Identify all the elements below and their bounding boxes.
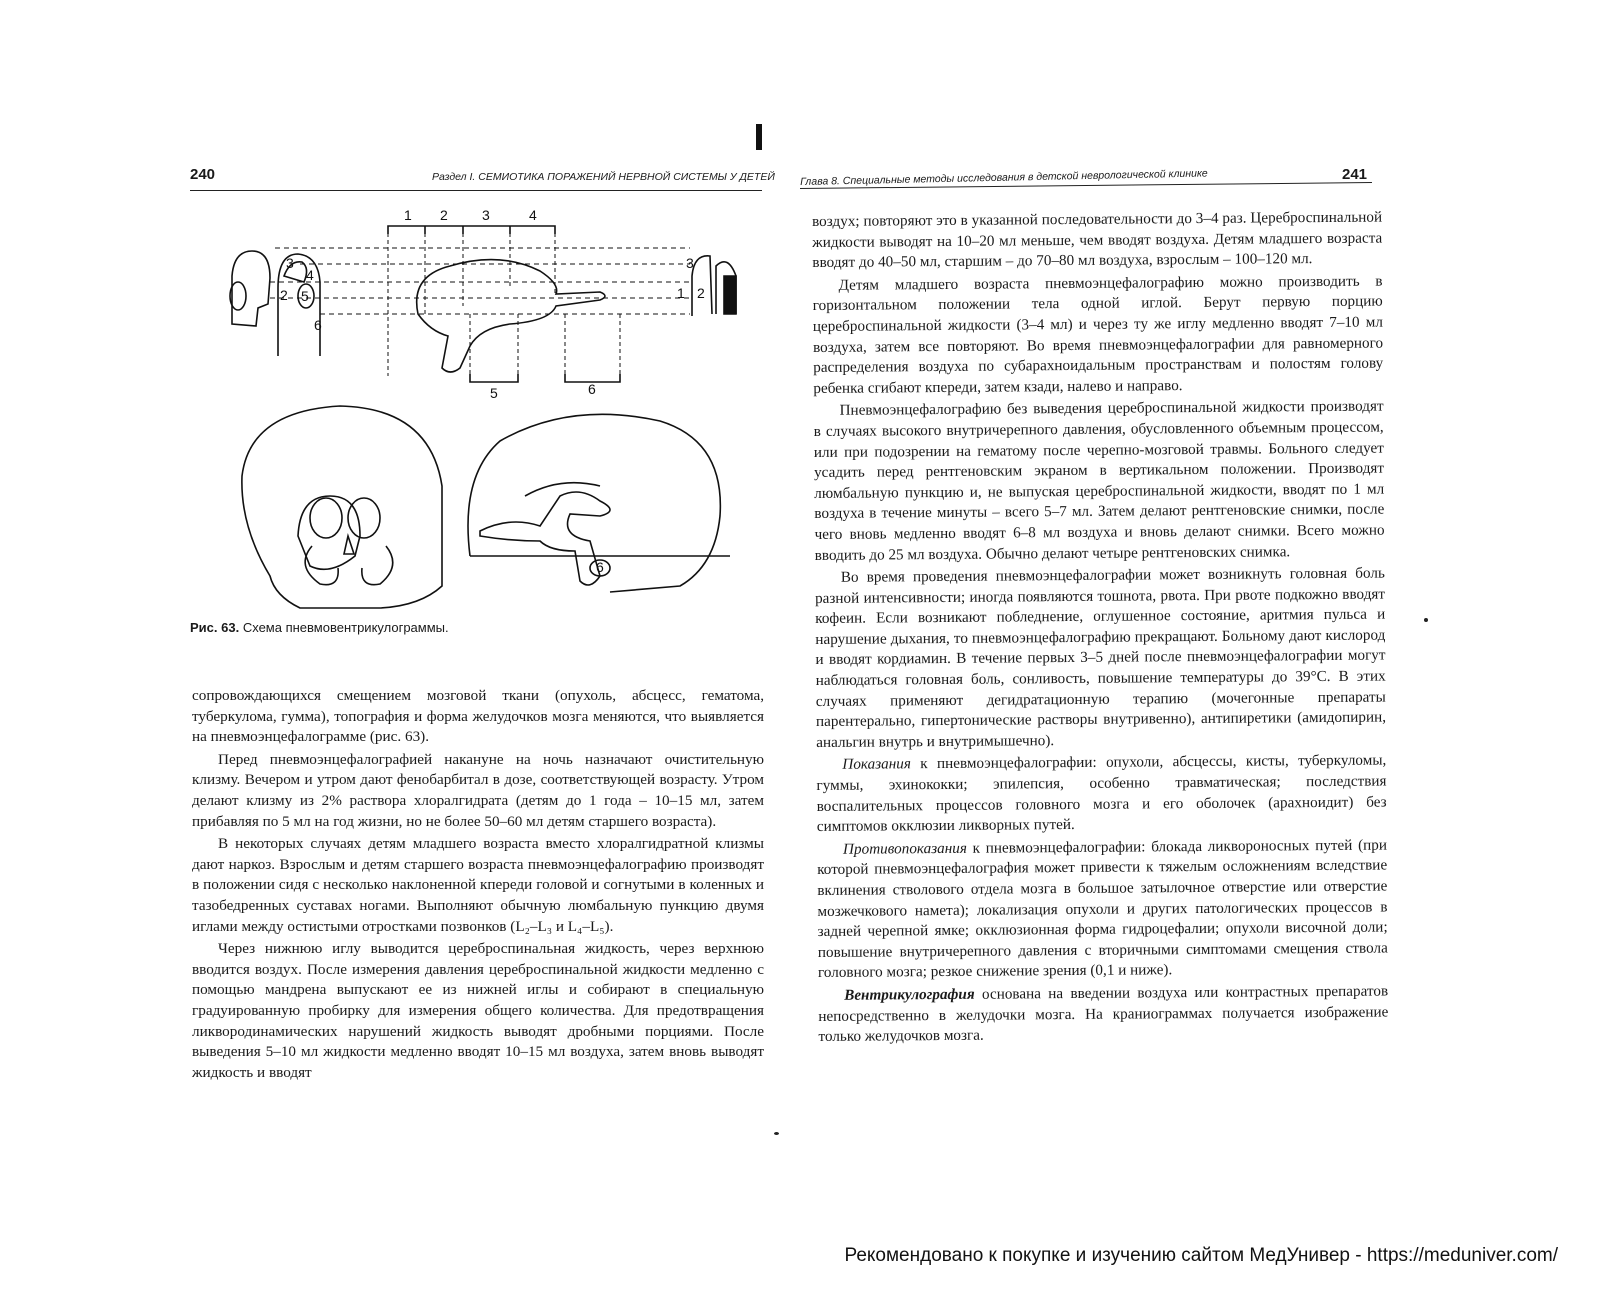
figure-label-top-2: 2 [440,207,448,223]
figure-label-sagittal-6: 6 [596,559,604,575]
figure-pneumoventriculogram [180,196,750,621]
figure-label-right-1: 1 [677,285,685,301]
lead-term: Вентрикулография [844,985,975,1004]
figure-label-left-2: 2 [280,287,288,303]
paragraph: Во время проведения пневмоэнцефалографии может возникнуть головная боль разной интенсивности; иногда появляются тошнота, рвота. При рвоте подкожно вводят кофеин. Если возникают побледнение, оглушенное состояние, аритмия пульса и нарушение дыхания, то пневмоэнцефалографию прекращают. Больному дают кислород и вводят кордиамин. В течение первых 3–5 дней после пневмоэнцефалографии могут наблюдаться головная боль, сонливость, повышение температуры до 39°С. В этих случаях применяют дегидратационную терапию (мочегонные препараты парентерально, гипертонические растворы внутривенно), антипиретики (амидопирин, анальгин внутрь и внутримышечно). [814,564,1387,751]
running-head-left: Раздел I. СЕМИОТИКА ПОРАЖЕНИЙ НЕРВНОЙ СИСТЕМЫ У ДЕТЕЙ [432,171,775,183]
figure-caption [190,620,449,635]
figure-caption-label: Рис. 63. [190,620,240,635]
figure-label-top-4: 4 [529,207,537,223]
figure-caption-text: Схема пневмовентрикулограммы. [242,620,449,635]
figure-label-left-3: 3 [286,255,294,271]
paragraph-indications: Показания к пневмоэнцефалографии: опухоли, абсцессы, кисты, туберкуломы, гуммы, эхинококки; эпилепсия, особенно травматическая; последствия воспалительных процессов головного мозга и его оболочек (арахноидит) без симптомов окклюзии ликворных путей. [816,751,1387,836]
paragraph: Детям младшего возраста пневмоэнцефалографию можно производить в горизонтальном положении тела одной иглой. Берут первую порцию цереброспинальной жидкости (3–4 мл) и через ту же иглу медленно вводят 7–10 мл воздуха, затем все повторяют. Во время пневмоэнцефалографии для равномерного распределения воздуха по субарахноидальным пространствам и полостям голову ребенка сгибают кпереди, затем кзади, налево и направо. [812,272,1384,397]
figure-drawing [180,196,750,616]
figure-label-left-5: 5 [301,288,309,304]
paragraph: сопровождающихся смещением мозговой ткани (опухоль, абсцесс, гематома, туберкулома, гумма), топография и форма желудочков мозга меняются, что выявляется на пневмоэнцефалограмме (рис. 63). [192,687,764,746]
page-number-left: 240 [190,166,216,183]
paragraph: Через нижнюю иглу выводится цереброспинальная жидкость, через верхнюю вводится воздух. После измерения давления цереброспинальной жидкости медленно с помощью мандрена выпускают ее из нижней иглы и собирают в специальную градуированную пробирку для измерения общего количества. Для предотвращения ликвородинамических нарушений жидкость выводят дробными порциями. После выведения 5–10 мл жидкости медленно вводят 10–15 мл воздуха, затем вновь выводят жидкость и вводят [192,940,764,1081]
paragraph: Перед пневмоэнцефалографией накануне на ночь назначают очистительную клизму. Вечером и утром дают фенобарбитал в дозе, соответствующей возрасту. Утром делают клизму из 2% раствора хлоралгидрата (детям до 1 года – 10–15 мл, затем прибавляя по 5 мл на год жизни, но не более 50–60 мл детям старшего возраста). [192,750,764,830]
figure-label-top-3: 3 [482,207,490,223]
header-rule-left [190,190,762,191]
footer-credit: Рекомендовано к покупке и изучению сайтом МедУнивер - https://meduniver.com/ [844,1245,1558,1266]
right-page [800,0,1600,1293]
lead-term: Противопоказания [842,839,967,858]
paragraph: Пневмоэнцефалографию без выведения цереброспинальной жидкости производят в случаях высокого внутричерепного давления, обусловленного объемным процессом, или при подозрении на гематому после черепно-мозговой травмы. Больного следует усадить перед рентгеновским экраном в вертикальном положении. Производят люмбальную пункцию и, не выпуская цереброспинальной жидкости, вводят по 1 мл воздуха в течение минуты – всего 5–7 мл. Затем делают рентгеновские снимки, после чего вновь медленно вводят 6–8 мл воздуха и вновь делают снимки. Всего можно вводить до 25 мл воздуха. Обычно делают четыре рентгеновских снимка. [813,397,1385,564]
figure-label-bottom-6: 6 [588,381,596,397]
figure-label-bottom-5: 5 [490,385,498,401]
paragraph: В некоторых случаях детям младшего возраста вместо хлоралгидратной клизмы дают наркоз. Взрослым и детям старшего возраста пневмоэнцефалографию производят в положении сидя с несколько наклоненной кпереди головой и согнутыми в коленных и тазобедренных суставах ногами. Выполняют обычную люмбальную пункцию двумя иглами между остистыми отростками позвонков (L₂–L₃ и L₄–L₅). [192,835,764,935]
paragraph-ventriculography: Вентрикулография основана на введении воздуха или контрастных препаратов непосредственно в желудочки мозга. На краниограммах получается изображение только желудочков мозга. [818,982,1389,1046]
page-number-right: 241 [1342,166,1368,183]
speck [1424,618,1428,622]
figure-label-left-6: 6 [314,317,322,333]
lead-term: Показания [842,755,912,774]
speck [774,1132,779,1135]
figure-label-top-1: 1 [404,207,412,223]
paragraph-contraindications: Противопоказания к пневмоэнцефалографии: блокада ликвороносных путей (при которой пневмоэнцефалография может привести к тяжелым осложнениям вследствие вклинения стволового отдела мозга в большое затылочное отверстие или отверстие мозжечкового намета); локализация опухоли и других патологических процессов в задней черепной ямке; окклюзионная форма гидроцефалии; опухоли височной доли; повышение внутричерепного давления с вторичными симптомами смещения ствола головного мозга; резкое снижение зрения (0,1 и ниже). [817,836,1388,982]
running-head-right: Глава 8. Специальные методы исследования в детской неврологической клинике [800,167,1208,188]
right-body-text [812,208,1389,1050]
left-body-text [192,686,764,1085]
paragraph: воздух; повторяют это в указанной последовательности до 3–4 раз. Цереброспинальной жидкости выводят на 10–20 мл меньше, чем вводят воздуха. Детям младшего возраста вводят до 40–50 мл, старшим – до 70–80 мл воздуха, взрослым – 100–120 мл. [812,208,1383,272]
figure-label-left-4: 4 [306,267,314,283]
figure-label-right-3: 3 [686,255,694,271]
figure-label-right-2: 2 [697,285,705,301]
